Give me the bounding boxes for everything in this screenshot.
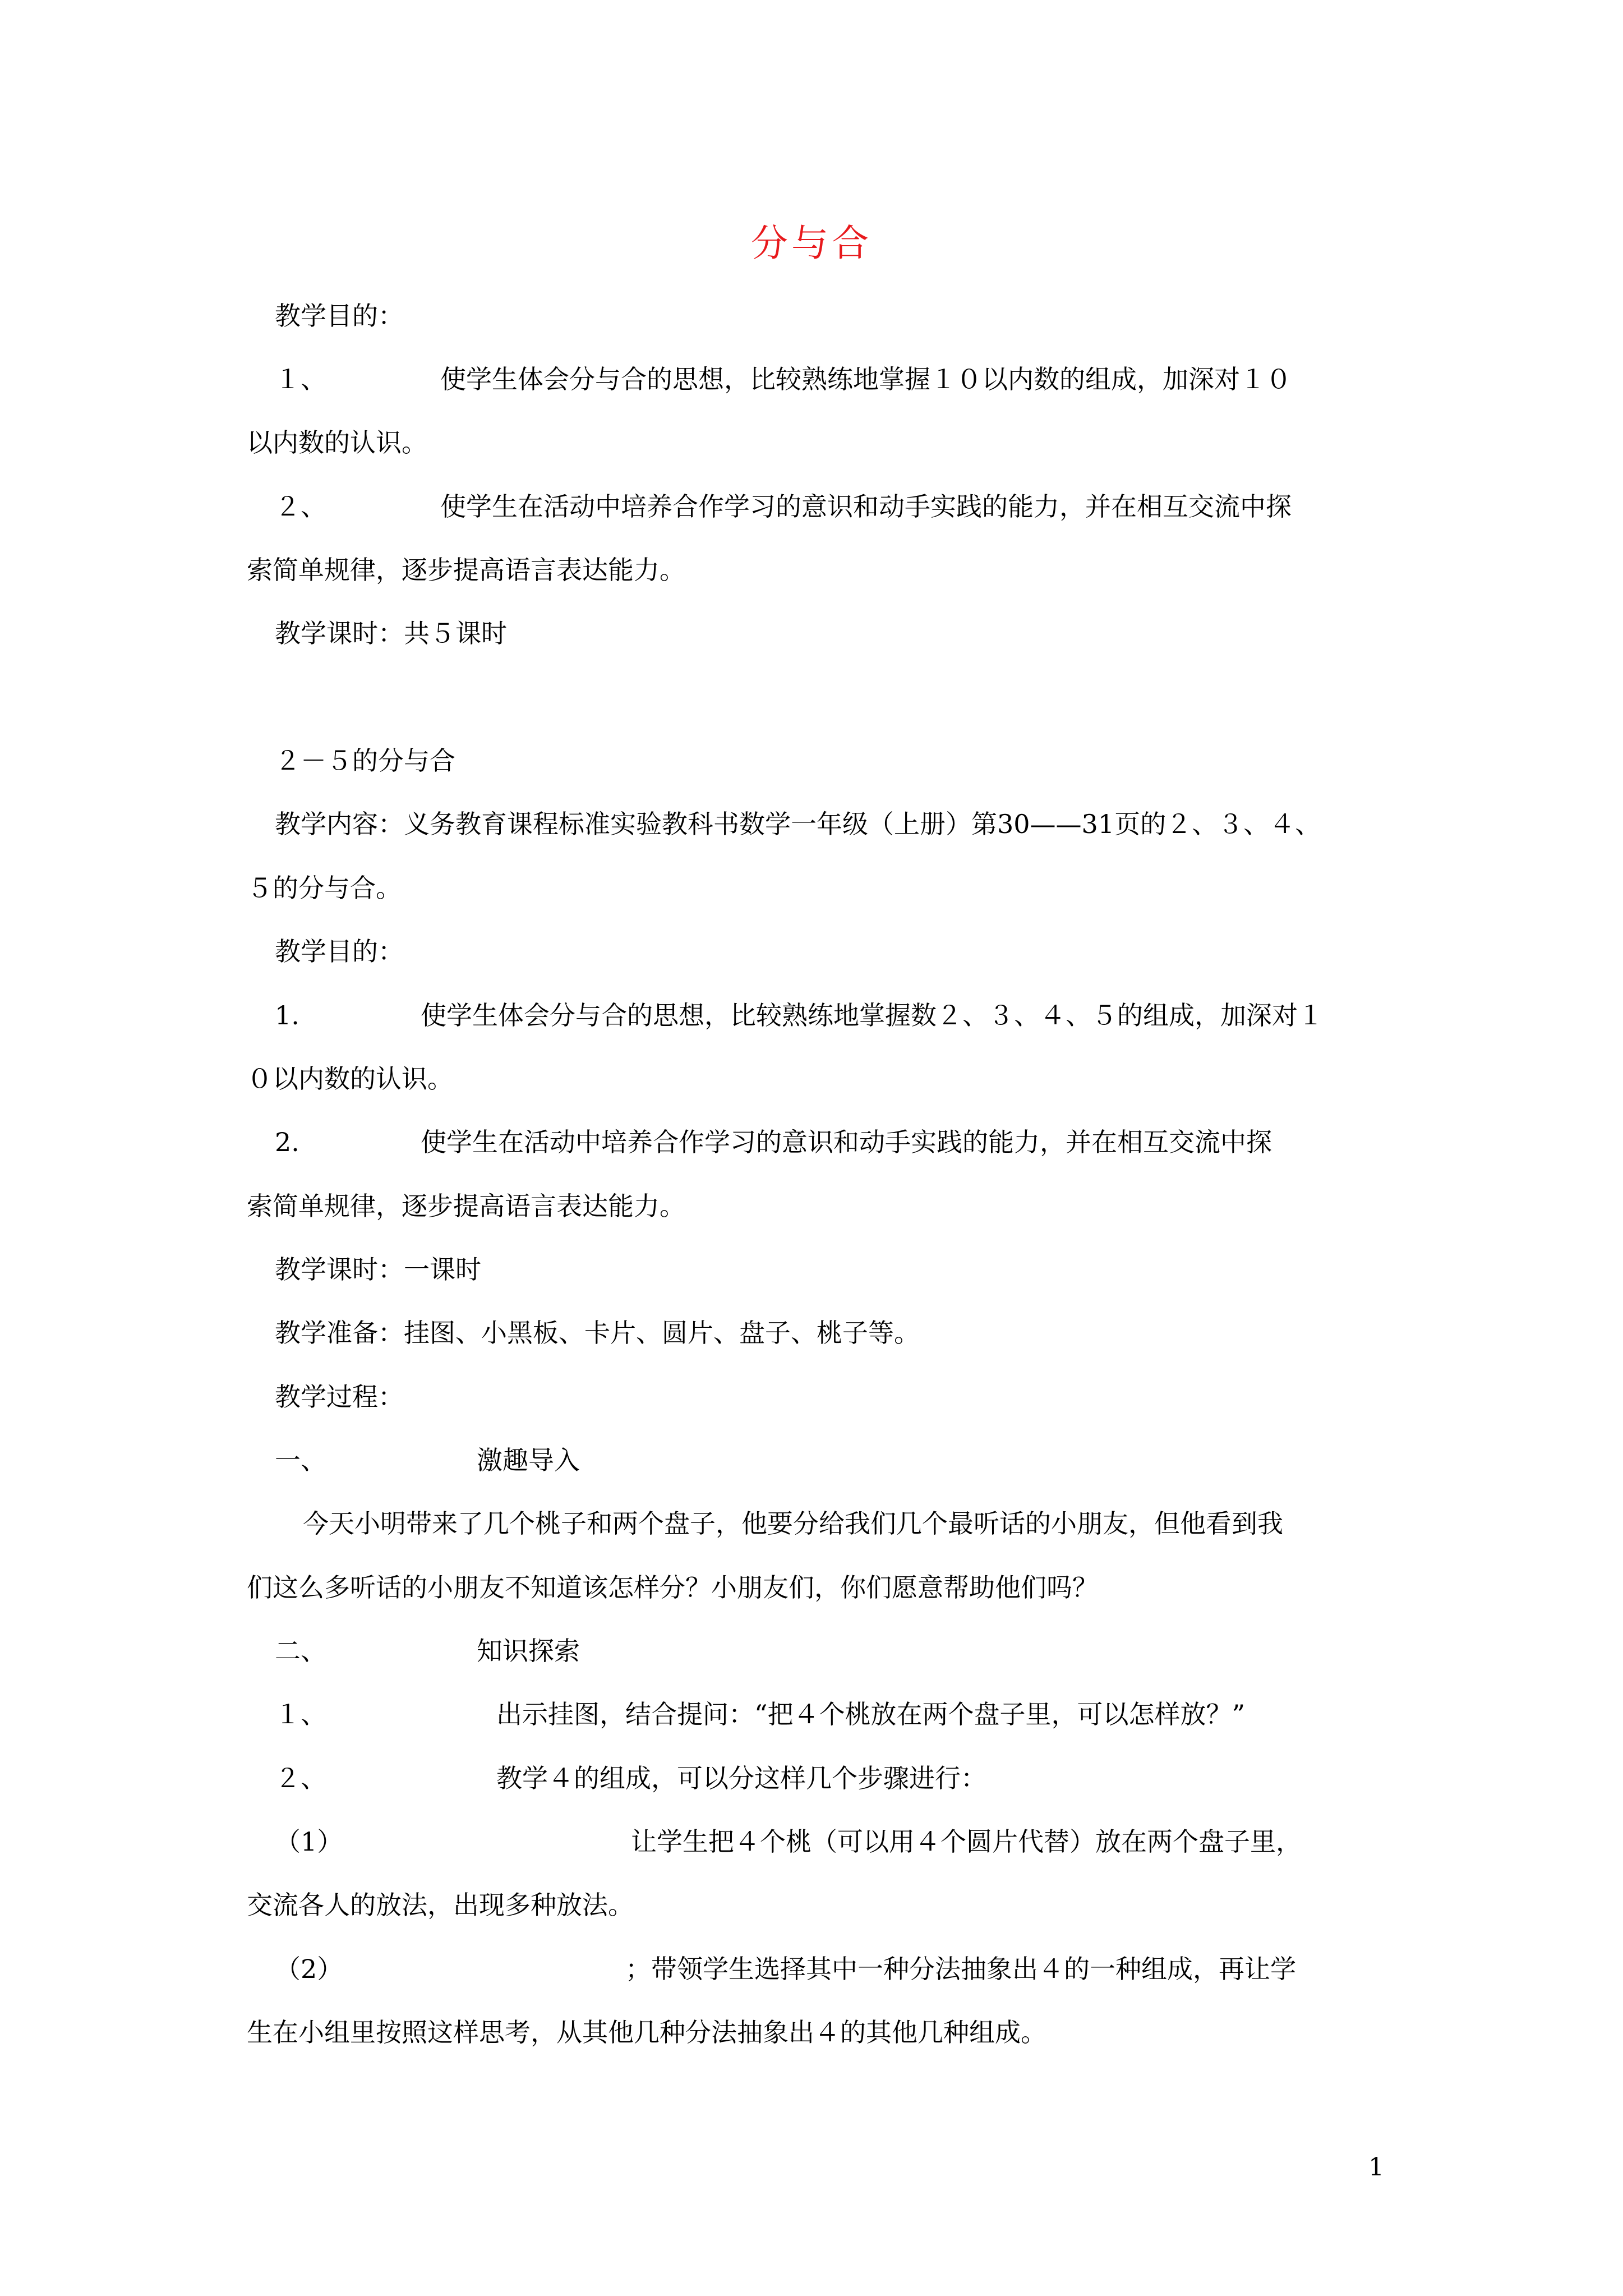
goal-item-2-line-1: 使学生在活动中培养合作学习的意识和动手实践的能力，并在相互交流中探 — [421, 1127, 1272, 1157]
substep-1-line-1: 让学生把４个桃（可以用４个圆片代替）放在两个盘子里， — [631, 1826, 1302, 1857]
substep-2-line-1: ；带领学生选择其中一种分法抽象出４的一种组成，再让学 — [625, 1954, 1296, 1984]
goals-heading-2: 教学目的： — [275, 936, 404, 967]
goal-item-1-line-1: 使学生体会分与合的思想，比较熟练地掌握数２、３、４、５的组成，加深对１ — [421, 1000, 1324, 1030]
step-1-number: 一、 — [275, 1445, 326, 1475]
step-1-line-1: 今天小明带来了几个桃子和两个盘子，他要分给我们几个最听话的小朋友，但他看到我 — [303, 1508, 1283, 1539]
step-1-line-2: 们这么多听话的小朋友不知道该怎样分？小朋友们，你们愿意帮助他们吗？ — [247, 1572, 1098, 1603]
substep-1-number: （1） — [275, 1826, 343, 1857]
substep-2-line-2: 生在小组里按照这样思考，从其他几种分法抽象出４的其他几种组成。 — [247, 2017, 1046, 2047]
knowledge-2-number: ２、 — [275, 1763, 326, 1793]
page-number: 1 — [1368, 2153, 1384, 2182]
content-line-1: 教学内容：义务教育课程标准实验教科书数学一年级（上册）第30——31页的２、３、４、 — [275, 809, 1321, 839]
knowledge-2-text: 教学４的组成，可以分这样几个步骤进行： — [496, 1763, 986, 1793]
step-2-number: 二、 — [275, 1636, 326, 1666]
goal-1-line-1: 使学生体会分与合的思想，比较熟练地掌握１０以内数的组成，加深对１０ — [440, 364, 1292, 394]
goal-2-line-1: 使学生在活动中培养合作学习的意识和动手实践的能力，并在相互交流中探 — [440, 491, 1292, 522]
goal-item-1-line-2: ０以内数的认识。 — [247, 1064, 453, 1094]
step-1-title: 激趣导入 — [477, 1445, 580, 1475]
teaching-hours: 教学课时：共５课时 — [275, 618, 507, 648]
content-line-2: ５的分与合。 — [247, 873, 402, 903]
teaching-preparation: 教学准备：挂图、小黑板、卡片、圆片、盘子、桃子等。 — [275, 1318, 920, 1348]
goal-item-2-line-2: 索简单规律，逐步提高语言表达能力。 — [247, 1191, 685, 1221]
goal-1-line-2: 以内数的认识。 — [247, 427, 427, 458]
goal-2-number: ２、 — [275, 491, 326, 522]
goal-item-2-number: 2. — [275, 1127, 299, 1157]
section-heading: ２－５的分与合 — [275, 746, 455, 776]
knowledge-1-text: 出示挂图，结合提问：“把４个桃放在两个盘子里，可以怎样放？” — [496, 1699, 1246, 1729]
goal-item-1-number: 1. — [275, 1000, 299, 1030]
step-2-title: 知识探索 — [477, 1636, 580, 1666]
substep-1-line-2: 交流各人的放法，出现多种放法。 — [247, 1890, 634, 1920]
document-title: 分与合 — [751, 222, 872, 265]
goals-heading: 教学目的： — [275, 301, 404, 331]
teaching-process: 教学过程： — [275, 1382, 404, 1412]
knowledge-1-number: １、 — [275, 1699, 326, 1729]
substep-2-number: （2） — [275, 1954, 343, 1984]
goal-2-line-2: 索简单规律，逐步提高语言表达能力。 — [247, 555, 685, 585]
goal-1-number: １、 — [275, 364, 326, 394]
teaching-hours-2: 教学课时：一课时 — [275, 1254, 481, 1285]
